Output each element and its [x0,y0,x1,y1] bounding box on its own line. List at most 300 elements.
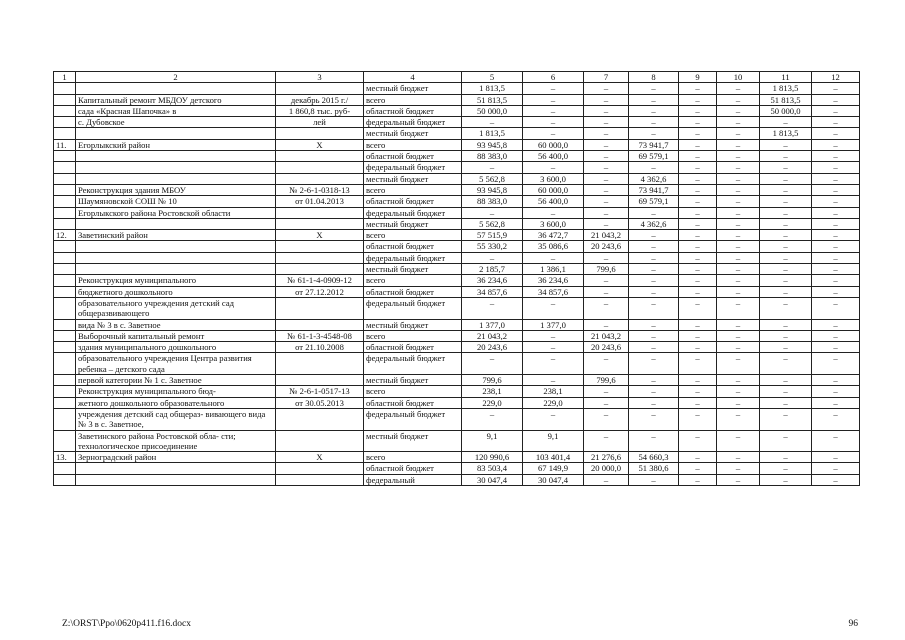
table-row [54,162,860,173]
value-cell: 60 000,0 [523,184,584,195]
document-cell [276,430,364,452]
value-cell: 799,6 [584,375,629,386]
budget-source-cell: федеральный бюджет [364,297,462,319]
table-row [54,94,860,105]
value-cell: – [584,474,629,485]
value-cell: – [523,162,584,173]
value-cell: – [629,230,679,241]
value-cell: – [679,408,717,430]
object-name-cell: здания муниципального дошкольного [76,342,276,353]
value-cell: – [717,162,760,173]
object-name-cell: Заветинский район [76,230,276,241]
value-cell: – [679,286,717,297]
value-cell: – [717,184,760,195]
value-cell: – [462,162,523,173]
document-cell: Х [276,139,364,150]
column-header: 12 [812,72,860,83]
table-row [54,286,860,297]
value-cell: 51 813,5 [760,94,812,105]
value-cell: – [523,408,584,430]
table-row [54,375,860,386]
value-cell: – [760,117,812,128]
table-row [54,105,860,116]
table-row [54,275,860,286]
value-cell: 35 086,6 [523,241,584,252]
value-cell: – [717,128,760,139]
table-row [54,297,860,319]
value-cell: 9,1 [523,430,584,452]
table-row [54,252,860,263]
value-cell: – [717,173,760,184]
value-cell: 5 562,8 [462,173,523,184]
value-cell: 1 813,5 [760,83,812,94]
row-number-cell [54,105,76,116]
value-cell: – [679,162,717,173]
value-cell: – [717,319,760,330]
budget-source-cell: местный бюджет [364,83,462,94]
value-cell: – [812,162,860,173]
value-cell: – [812,342,860,353]
document-cell [276,297,364,319]
value-cell: – [812,430,860,452]
object-name-cell: с. Дубовское [76,117,276,128]
value-cell: – [584,173,629,184]
budget-source-cell: всего [364,94,462,105]
table-row [54,151,860,162]
value-cell: – [812,275,860,286]
object-name-cell [76,252,276,263]
value-cell: – [679,397,717,408]
object-name-cell: Капитальный ремонт МБДОУ детского [76,94,276,105]
value-cell: – [584,286,629,297]
value-cell: – [679,230,717,241]
row-number-cell [54,162,76,173]
value-cell: 1 377,0 [462,319,523,330]
column-header: 8 [629,72,679,83]
value-cell: – [629,386,679,397]
value-cell: – [584,196,629,207]
row-number-cell [54,117,76,128]
value-cell: – [812,139,860,150]
value-cell: 88 383,0 [462,151,523,162]
value-cell: – [679,128,717,139]
value-cell: – [760,342,812,353]
value-cell: 50 000,0 [462,105,523,116]
value-cell: 21 043,2 [584,230,629,241]
value-cell: – [584,207,629,218]
value-cell: 69 579,1 [629,196,679,207]
object-name-cell [76,241,276,252]
value-cell: – [629,297,679,319]
value-cell: – [760,218,812,229]
object-name-cell [76,463,276,474]
value-cell: – [717,218,760,229]
budget-source-cell: областной бюджет [364,151,462,162]
value-cell: – [717,83,760,94]
value-cell: – [812,452,860,463]
value-cell: – [584,117,629,128]
value-cell: – [679,430,717,452]
row-number-cell [54,353,76,375]
value-cell: – [717,397,760,408]
object-name-cell [76,218,276,229]
row-number-cell [54,319,76,330]
document-cell [276,353,364,375]
value-cell: 20 000,0 [584,463,629,474]
value-cell: – [679,83,717,94]
row-number-cell [54,297,76,319]
table-row [54,196,860,207]
row-number-cell [54,286,76,297]
object-name-cell: образовательного учреждения Центра развития ребенка – детского сада [76,353,276,375]
value-cell: – [523,94,584,105]
value-cell: 1 813,5 [462,83,523,94]
value-cell: – [812,252,860,263]
value-cell: – [812,330,860,341]
column-header: 2 [76,72,276,83]
value-cell: – [629,264,679,275]
document-cell: № 2-6-1-0517-13 [276,386,364,397]
value-cell: – [629,353,679,375]
value-cell: 1 377,0 [523,319,584,330]
value-cell: – [760,207,812,218]
value-cell: – [812,463,860,474]
document-cell: Х [276,230,364,241]
table-row [54,218,860,229]
value-cell: – [584,139,629,150]
value-cell: – [679,252,717,263]
row-number-cell [54,397,76,408]
row-number-cell: 12. [54,230,76,241]
value-cell: – [679,275,717,286]
value-cell: – [717,196,760,207]
budget-source-cell: федеральный бюджет [364,117,462,128]
row-number-cell [54,128,76,139]
value-cell: – [584,297,629,319]
value-cell: – [812,286,860,297]
value-cell: – [629,162,679,173]
document-cell: № 61-1-4-0909-12 [276,275,364,286]
object-name-cell: Реконструкция муниципального бюд- [76,386,276,397]
value-cell: – [523,83,584,94]
document-cell: от 01.04.2013 [276,196,364,207]
value-cell: – [523,297,584,319]
value-cell: – [812,94,860,105]
budget-source-cell: федеральный [364,474,462,485]
value-cell: – [629,207,679,218]
value-cell: – [717,408,760,430]
document-cell [276,173,364,184]
row-number-cell [54,342,76,353]
value-cell: – [760,430,812,452]
row-number-cell [54,241,76,252]
value-cell: 55 330,2 [462,241,523,252]
budget-source-cell: областной бюджет [364,342,462,353]
table-row [54,319,860,330]
table-row [54,117,860,128]
value-cell: – [717,94,760,105]
value-cell: – [523,375,584,386]
value-cell: – [760,173,812,184]
object-name-cell: бюджетного дошкольного [76,286,276,297]
value-cell: – [812,128,860,139]
row-number-cell [54,408,76,430]
value-cell: – [679,241,717,252]
value-cell: – [717,241,760,252]
value-cell: – [629,286,679,297]
value-cell: – [629,105,679,116]
object-name-cell [76,474,276,485]
value-cell: – [462,297,523,319]
table-row [54,353,860,375]
value-cell: 54 660,3 [629,452,679,463]
row-number-cell [54,83,76,94]
value-cell: 4 362,6 [629,218,679,229]
value-cell: 9,1 [462,430,523,452]
value-cell: – [584,353,629,375]
value-cell: 30 047,4 [523,474,584,485]
value-cell: – [629,342,679,353]
value-cell: – [812,297,860,319]
value-cell: – [523,117,584,128]
value-cell: – [812,184,860,195]
value-cell: – [717,330,760,341]
value-cell: 56 400,0 [523,151,584,162]
row-number-cell: 13. [54,452,76,463]
object-name-cell: вида № 3 в с. Заветное [76,319,276,330]
document-cell [276,375,364,386]
value-cell: – [584,128,629,139]
value-cell: 69 579,1 [629,151,679,162]
value-cell: – [679,342,717,353]
value-cell: 5 562,8 [462,218,523,229]
value-cell: – [462,252,523,263]
object-name-cell: Зерноградский район [76,452,276,463]
value-cell: – [760,151,812,162]
value-cell: – [584,94,629,105]
document-cell [276,408,364,430]
value-cell: – [717,474,760,485]
value-cell: – [679,386,717,397]
value-cell: – [812,353,860,375]
value-cell: – [812,83,860,94]
document-cell: декабрь 2015 г./ [276,94,364,105]
value-cell: – [812,151,860,162]
value-cell: – [760,241,812,252]
value-cell: 36 472,7 [523,230,584,241]
object-name-cell [76,151,276,162]
row-number-cell [54,264,76,275]
value-cell: – [717,386,760,397]
value-cell: – [717,105,760,116]
value-cell: 36 234,6 [462,275,523,286]
value-cell: 34 857,6 [462,286,523,297]
document-cell [276,162,364,173]
value-cell: – [812,386,860,397]
budget-source-cell: областной бюджет [364,196,462,207]
value-cell: – [629,252,679,263]
budget-source-cell: всего [364,275,462,286]
value-cell: – [717,342,760,353]
value-cell: 103 401,4 [523,452,584,463]
budget-source-cell: всего [364,230,462,241]
value-cell: – [812,105,860,116]
document-cell: Х [276,452,364,463]
value-cell: – [584,151,629,162]
document-cell: от 27.12.2012 [276,286,364,297]
value-cell: – [812,241,860,252]
value-cell: 93 945,8 [462,184,523,195]
value-cell: 60 000,0 [523,139,584,150]
value-cell: – [812,408,860,430]
value-cell: 1 813,5 [462,128,523,139]
document-cell: лей [276,117,364,128]
object-name-cell: Реконструкция здания МБОУ [76,184,276,195]
value-cell: – [760,463,812,474]
value-cell: 73 941,7 [629,139,679,150]
value-cell: – [760,386,812,397]
budget-source-cell: всего [364,452,462,463]
value-cell: – [679,207,717,218]
document-cell: № 2-6-1-0318-13 [276,184,364,195]
value-cell: 20 243,6 [584,342,629,353]
object-name-cell: учреждения детский сад общераз- вивающего вида № 3 в с. Заветное, [76,408,276,430]
value-cell: – [679,173,717,184]
table-row [54,330,860,341]
column-header: 6 [523,72,584,83]
value-cell: – [679,184,717,195]
table-row [54,230,860,241]
budget-source-cell: федеральный бюджет [364,353,462,375]
document-cell [276,474,364,485]
value-cell: – [523,105,584,116]
table-row [54,173,860,184]
value-cell: – [584,397,629,408]
document-cell [276,319,364,330]
budget-source-cell: федеральный бюджет [364,252,462,263]
value-cell: 238,1 [523,386,584,397]
value-cell: – [584,252,629,263]
budget-source-cell: местный бюджет [364,375,462,386]
row-number-cell [54,94,76,105]
value-cell: – [679,474,717,485]
value-cell: – [717,252,760,263]
column-header: 4 [364,72,462,83]
value-cell: 3 600,0 [523,173,584,184]
budget-table [53,71,860,486]
table-row [54,241,860,252]
value-cell: – [679,139,717,150]
value-cell: 799,6 [462,375,523,386]
value-cell: 2 185,7 [462,264,523,275]
column-header: 1 [54,72,76,83]
table-row [54,397,860,408]
budget-source-cell: всего [364,184,462,195]
table-row [54,264,860,275]
value-cell: 73 941,7 [629,184,679,195]
object-name-cell [76,128,276,139]
column-header: 9 [679,72,717,83]
document-cell [276,151,364,162]
budget-source-cell: областной бюджет [364,241,462,252]
row-number-cell [54,196,76,207]
value-cell: – [717,117,760,128]
object-name-cell: Егорлыкский район [76,139,276,150]
budget-source-cell: областной бюджет [364,286,462,297]
row-number-cell [54,463,76,474]
table-row [54,386,860,397]
value-cell: 4 362,6 [629,173,679,184]
object-name-cell: Егорлыкского района Ростовской области [76,207,276,218]
value-cell: 21 043,2 [462,330,523,341]
value-cell: – [760,275,812,286]
document-cell: от 30.05.2013 [276,397,364,408]
budget-source-cell: областной бюджет [364,105,462,116]
object-name-cell [76,264,276,275]
budget-source-cell: федеральный бюджет [364,408,462,430]
value-cell: – [760,196,812,207]
value-cell: – [584,430,629,452]
value-cell: 30 047,4 [462,474,523,485]
value-cell: – [717,207,760,218]
value-cell: – [812,196,860,207]
budget-source-cell: областной бюджет [364,463,462,474]
value-cell: – [812,218,860,229]
value-cell: – [462,207,523,218]
value-cell: – [584,218,629,229]
value-cell: – [812,230,860,241]
table-row [54,474,860,485]
value-cell: 229,0 [523,397,584,408]
value-cell: – [717,353,760,375]
table-body [54,83,860,486]
value-cell: – [812,264,860,275]
budget-source-cell: местный бюджет [364,430,462,452]
value-cell: – [679,297,717,319]
value-cell: – [584,162,629,173]
value-cell: 93 945,8 [462,139,523,150]
table-row [54,139,860,150]
value-cell: – [812,207,860,218]
budget-source-cell: местный бюджет [364,173,462,184]
document-cell: 1 860,8 тыс. руб- [276,105,364,116]
value-cell: – [760,230,812,241]
value-cell: 3 600,0 [523,218,584,229]
value-cell: – [462,353,523,375]
value-cell: – [584,83,629,94]
value-cell: 67 149,9 [523,463,584,474]
value-cell: – [679,330,717,341]
value-cell: – [679,375,717,386]
value-cell: 36 234,6 [523,275,584,286]
value-cell: – [679,218,717,229]
table-row [54,430,860,452]
page-number: 96 [848,619,858,629]
value-cell: – [760,139,812,150]
value-cell: – [584,105,629,116]
footer-file-path: Z:\ORST\Ppo\0620p411.f16.docx [62,619,191,629]
table-row [54,83,860,94]
object-name-cell: Заветинского района Ростовской обла- сти; технологическое присоединение [76,430,276,452]
value-cell: 21 043,2 [584,330,629,341]
document-cell [276,252,364,263]
document-cell [276,128,364,139]
row-number-cell [54,275,76,286]
value-cell: – [523,353,584,375]
value-cell: 51 813,5 [462,94,523,105]
document-cell [276,207,364,218]
row-number-cell [54,375,76,386]
